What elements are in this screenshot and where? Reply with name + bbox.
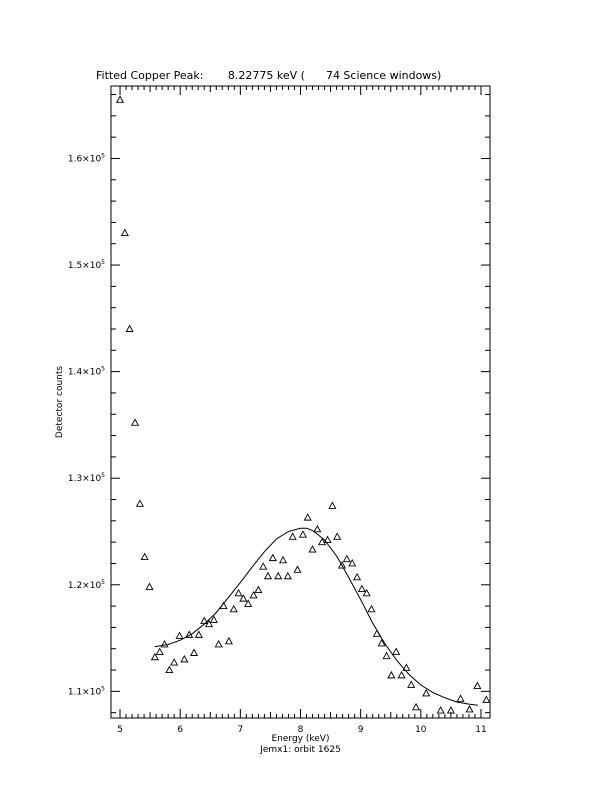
x-tick-label: 8 (297, 725, 304, 735)
y-tick-label: $1.3\times 10^5$ (67, 472, 105, 485)
data-point-triangle (289, 533, 296, 539)
y-tick-label: $1.2\times 10^5$ (67, 578, 105, 591)
data-point-triangle (324, 537, 331, 543)
x-axis-label: Energy (keV) (271, 734, 330, 744)
data-point-triangle (141, 554, 148, 560)
chart-title: Fitted Copper Peak: 8.22775 keV ( 74 Science windows) (96, 69, 442, 82)
data-point-triangle (285, 573, 292, 579)
x-tick-label: 7 (237, 725, 244, 735)
data-point-triangle (176, 632, 183, 638)
data-point-triangle (260, 563, 267, 569)
data-point-triangle (122, 230, 129, 236)
data-point-triangle (171, 659, 178, 665)
data-point-triangle (235, 590, 242, 596)
data-point-triangle (270, 555, 277, 561)
data-point-triangle (329, 502, 336, 508)
data-point-triangle (275, 573, 282, 579)
data-point-triangle (304, 514, 311, 520)
data-point-triangle (368, 606, 375, 612)
data-point-triangle (265, 573, 272, 579)
data-point-triangle (137, 500, 144, 506)
data-point-triangle (126, 325, 133, 331)
data-point-triangle (398, 672, 405, 678)
data-point-triangle (334, 533, 341, 539)
data-point-triangle (344, 556, 351, 562)
data-point-triangle (191, 649, 198, 655)
data-point-triangle (383, 653, 390, 659)
data-point-triangle (314, 526, 321, 532)
data-point-triangle (408, 681, 415, 687)
data-point-triangle (466, 706, 473, 712)
y-tick-label: $1.6\times 10^5$ (67, 152, 105, 165)
data-point-triangle (457, 695, 464, 701)
fit-curve (155, 528, 478, 705)
axis-ticks (111, 86, 490, 718)
data-point-triangle (309, 546, 316, 552)
y-axis-label: Detector counts (55, 365, 65, 439)
data-point-triangle (117, 96, 124, 102)
plot-frame (111, 86, 490, 718)
data-point-triangle (181, 656, 188, 662)
x-tick-label: 5 (117, 725, 123, 735)
data-point-triangle (280, 557, 287, 563)
data-point-triangle (215, 641, 222, 647)
data-point-triangle (359, 586, 366, 592)
data-point-triangle (255, 587, 262, 593)
data-point-triangle (483, 696, 490, 702)
data-point-triangle (474, 683, 481, 689)
data-point-triangle (294, 566, 301, 572)
y-tick-label: $1.5\times 10^5$ (67, 259, 105, 272)
data-point-triangle (413, 704, 420, 710)
data-points (117, 96, 490, 713)
data-point-triangle (403, 664, 410, 670)
data-point-triangle (230, 606, 237, 612)
data-point-triangle (132, 419, 139, 425)
data-point-triangle (220, 603, 227, 609)
y-tick-label: $1.1\times 10^5$ (67, 685, 105, 698)
data-point-triangle (423, 690, 430, 696)
x-tick-label: 9 (357, 725, 364, 735)
data-point-triangle (146, 583, 153, 589)
y-tick-labels (68, 152, 105, 697)
x-tick-label: 10 (415, 725, 427, 735)
data-point-triangle (300, 531, 307, 537)
data-point-triangle (196, 631, 203, 637)
data-point-triangle (201, 618, 208, 624)
x-tick-label: 6 (177, 725, 184, 735)
chart-subtitle: Jemx1: orbit 1625 (260, 745, 341, 755)
y-tick-label: $1.4\times 10^5$ (67, 365, 105, 378)
data-point-triangle (226, 638, 233, 644)
data-point-triangle (437, 707, 444, 713)
data-point-triangle (393, 648, 400, 654)
data-point-triangle (166, 667, 173, 673)
data-point-triangle (161, 641, 168, 647)
x-tick-label: 11 (475, 725, 487, 735)
data-point-triangle (156, 648, 163, 654)
data-point-triangle (388, 672, 395, 678)
data-point-triangle (354, 574, 361, 580)
